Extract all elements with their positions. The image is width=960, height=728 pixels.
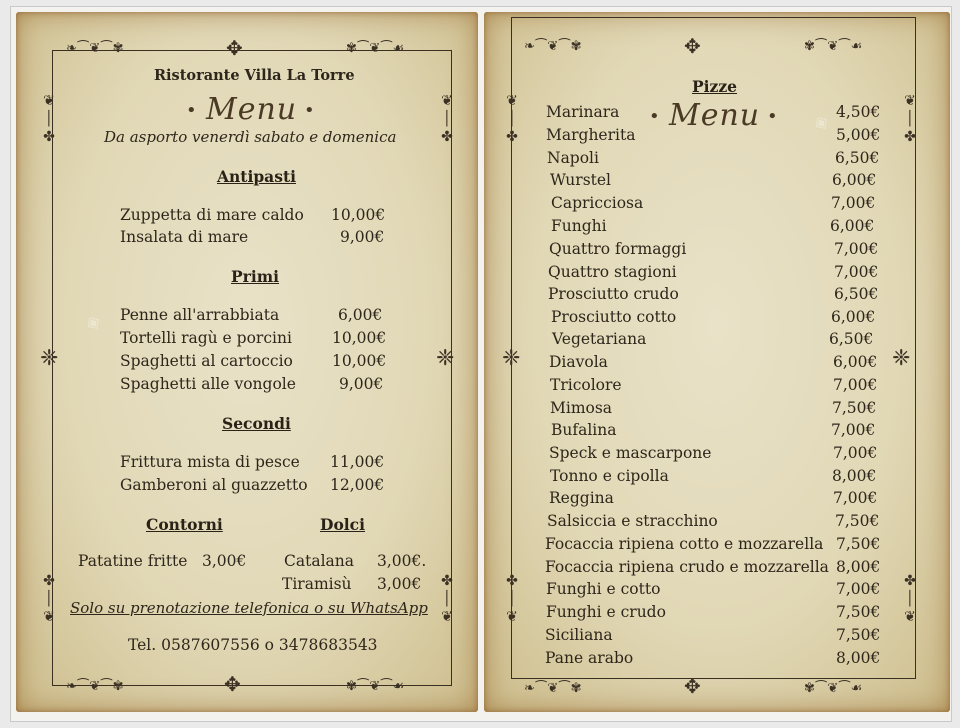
pizza-name: Funghi e cotto bbox=[546, 580, 661, 598]
crest-top-right-icon: ✥ bbox=[684, 34, 702, 58]
restaurant-name: Ristorante Villa La Torre bbox=[154, 67, 355, 84]
side-crest-left-icon: ❈ bbox=[502, 346, 521, 371]
menu-item-price: 11,00€ bbox=[330, 453, 385, 471]
side-vine-right-icon: ❦ │ ✤ bbox=[441, 93, 453, 145]
pizza-name: Vegetariana bbox=[552, 330, 647, 348]
pizza-price: 7,00€ bbox=[834, 240, 879, 258]
watermark: ◈ bbox=[81, 309, 105, 336]
pizza-name: Bufalina bbox=[551, 421, 617, 439]
flourish-top-left: ❧⁀❦⁀✾ bbox=[524, 39, 583, 54]
pizza-price: 8,00€ bbox=[836, 558, 881, 576]
pizza-name: Napoli bbox=[547, 149, 599, 167]
pizza-price: 7,50€ bbox=[836, 603, 881, 621]
menu-title-right: Menu bbox=[669, 98, 761, 133]
menu-item-price: 3,00€. bbox=[377, 552, 427, 570]
pizza-name: Speck e mascarpone bbox=[549, 444, 712, 462]
pizza-price: 7,00€ bbox=[836, 580, 881, 598]
side-vine-right-lower-icon: ✤ │ ❦ bbox=[441, 573, 453, 625]
watermark: ◈ bbox=[809, 109, 833, 136]
pizza-name: Focaccia ripiena crudo e mozzarella bbox=[545, 558, 829, 576]
pizza-name: Quattro formaggi bbox=[549, 240, 687, 258]
pizza-name: Prosciutto crudo bbox=[548, 285, 679, 303]
menu-item-price: 9,00€ bbox=[340, 228, 385, 246]
pizza-name: Pane arabo bbox=[545, 649, 634, 667]
menu-item-name: Catalana bbox=[284, 552, 354, 570]
section-antipasti: Antipasti bbox=[217, 167, 296, 186]
section-contorni: Contorni bbox=[146, 515, 223, 534]
menu-item-name: Spaghetti al cartoccio bbox=[120, 352, 293, 370]
pizza-price: 7,00€ bbox=[833, 489, 878, 507]
menu-dot-right-icon: • bbox=[304, 100, 315, 121]
flourish-top-right: ✾⁀❦⁀☙ bbox=[346, 41, 406, 56]
pizza-price: 7,00€ bbox=[831, 421, 876, 439]
side-crest-right-icon: ❈ bbox=[436, 346, 455, 371]
pizza-price: 8,00€ bbox=[836, 649, 881, 667]
menu-item-price: 9,00€ bbox=[339, 375, 384, 393]
pizza-price: 7,50€ bbox=[836, 535, 881, 553]
menu-item-price: 12,00€ bbox=[330, 476, 385, 494]
whatsapp-note: Solo su prenotazione telefonica o su WhatsApp bbox=[70, 599, 428, 617]
takeaway-subtitle: Da asporto venerdì sabato e domenica bbox=[104, 128, 397, 146]
side-vine-left-lower-icon: ✤ │ ❦ bbox=[506, 573, 518, 625]
menu-dot-left-icon: • bbox=[186, 100, 197, 121]
pizza-price: 6,00€ bbox=[831, 308, 876, 326]
crest-top-left-icon: ✥ bbox=[226, 36, 244, 60]
pizza-price: 6,50€ bbox=[835, 149, 880, 167]
pizza-price: 7,00€ bbox=[833, 444, 878, 462]
pizza-name: Diavola bbox=[549, 353, 608, 371]
flourish-top-right: ✾⁀❦⁀☙ bbox=[804, 39, 864, 54]
side-crest-right-icon: ❈ bbox=[892, 346, 911, 371]
menu-page-right bbox=[484, 12, 950, 712]
pizza-name: Tricolore bbox=[550, 376, 622, 394]
pizza-name: Wurstel bbox=[550, 171, 612, 189]
flourish-bottom-left: ❧⁀❦⁀✾ bbox=[524, 681, 583, 696]
section-dolci: Dolci bbox=[320, 515, 365, 534]
menu-item-name: Gamberoni al guazzetto bbox=[120, 476, 308, 494]
pizza-price: 7,50€ bbox=[835, 512, 880, 530]
pizza-price: 6,00€ bbox=[832, 171, 877, 189]
pizza-name: Tonno e cipolla bbox=[550, 467, 669, 485]
menu-item-name: Frittura mista di pesce bbox=[120, 453, 300, 471]
pizza-price: 6,00€ bbox=[830, 217, 875, 235]
pizza-name: Siciliana bbox=[545, 626, 613, 644]
menu-item-name: Tortelli ragù e porcini bbox=[120, 329, 292, 347]
menu-item-price: 10,00€ bbox=[332, 329, 387, 347]
section-primi: Primi bbox=[231, 267, 279, 286]
pizza-name: Capricciosa bbox=[551, 194, 644, 212]
pizza-name: Quattro stagioni bbox=[548, 263, 677, 281]
menu-title-left: Menu bbox=[206, 92, 298, 127]
menu-dot-left-icon: • bbox=[649, 106, 660, 127]
pizza-price: 7,50€ bbox=[832, 399, 877, 417]
pizza-name: Focaccia ripiena cotto e mozzarella bbox=[545, 535, 824, 553]
pizza-price: 5,00€ bbox=[836, 126, 881, 144]
crest-bottom-left-icon: ✥ bbox=[224, 672, 242, 696]
pizza-name: Prosciutto cotto bbox=[551, 308, 677, 326]
pizza-price: 6,50€ bbox=[829, 330, 874, 348]
menu-item-name: Patatine fritte bbox=[78, 552, 188, 570]
flourish-bottom-left: ❧⁀❦⁀✾ bbox=[66, 679, 125, 694]
pizza-name: Margherita bbox=[546, 126, 636, 144]
menu-dot-right-icon: • bbox=[767, 106, 778, 127]
side-vine-left-icon: ❦ │ ✤ bbox=[43, 93, 55, 145]
flourish-top-left: ❧⁀❦⁀✾ bbox=[66, 41, 125, 56]
menu-item-price: 10,00€ bbox=[331, 206, 386, 224]
pizza-name: Mimosa bbox=[550, 399, 613, 417]
section-pizze: Pizze bbox=[692, 77, 738, 96]
menu-page-left bbox=[16, 12, 478, 712]
flourish-bottom-right: ✾⁀❦⁀☙ bbox=[804, 681, 864, 696]
menu-item-name: Tiramisù bbox=[282, 575, 352, 593]
pizza-name: Funghi e crudo bbox=[546, 603, 666, 621]
menu-item-name: Zuppetta di mare caldo bbox=[120, 206, 304, 224]
side-vine-right-lower-icon: ✤ │ ❦ bbox=[904, 573, 916, 625]
pizza-price: 7,00€ bbox=[831, 194, 876, 212]
pizza-price: 8,00€ bbox=[832, 467, 877, 485]
pizza-price: 6,50€ bbox=[834, 285, 879, 303]
phone-numbers: Tel. 0587607556 o 3478683543 bbox=[128, 636, 378, 654]
pizza-price: 7,00€ bbox=[833, 376, 878, 394]
menu-item-name: Spaghetti alle vongole bbox=[120, 375, 296, 393]
pizza-name: Reggina bbox=[549, 489, 614, 507]
pizza-name: Funghi bbox=[551, 217, 607, 235]
menu-item-price: 3,00€ bbox=[377, 575, 422, 593]
menu-item-price: 6,00€ bbox=[338, 306, 383, 324]
side-vine-left-icon: ❦ │ ✤ bbox=[506, 93, 518, 145]
side-vine-left-lower-icon: ✤ │ ❦ bbox=[43, 573, 55, 625]
menu-item-name: Insalata di mare bbox=[120, 228, 249, 246]
menu-item-price: 3,00€ bbox=[202, 552, 247, 570]
pizza-price: 7,50€ bbox=[836, 626, 881, 644]
menu-item-name: Penne all'arrabbiata bbox=[120, 306, 280, 324]
pizza-price: 6,00€ bbox=[833, 353, 878, 371]
pizza-price: 4,50€ bbox=[836, 103, 881, 121]
pizza-name: Marinara bbox=[546, 103, 620, 121]
side-vine-right-icon: ❦ │ ✤ bbox=[904, 93, 916, 145]
menu-item-price: 10,00€ bbox=[332, 352, 387, 370]
pizza-name: Salsiccia e stracchino bbox=[547, 512, 718, 530]
flourish-bottom-right: ✾⁀❦⁀☙ bbox=[346, 679, 406, 694]
pizza-price: 7,00€ bbox=[834, 263, 879, 281]
crest-bottom-right-icon: ✥ bbox=[684, 674, 702, 698]
section-secondi: Secondi bbox=[222, 414, 291, 433]
side-crest-left-icon: ❈ bbox=[40, 346, 59, 371]
